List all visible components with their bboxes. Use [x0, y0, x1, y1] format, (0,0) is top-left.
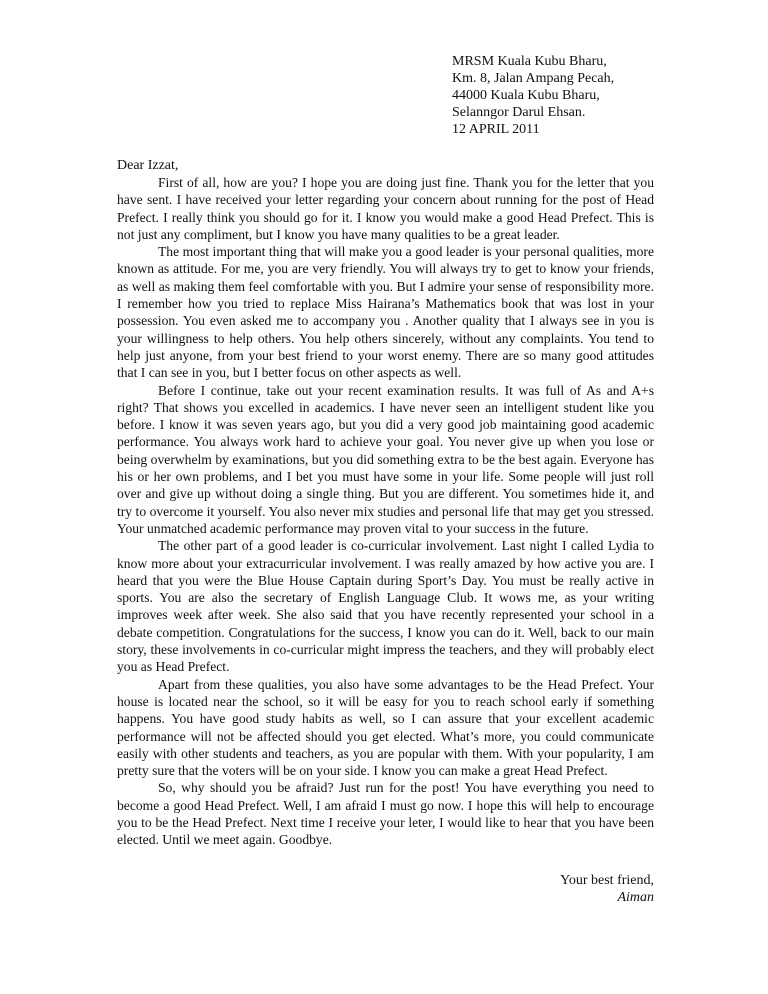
- paragraph-personal-qualities: The most important thing that will make you a good leader is your personal qualities, more known as attitude. For me, you are very friendly. You will always try to get to know your friends, as well as making them feel comfortable with you. But I admire your sense of responsibility more. I remember how you tried to replace Miss Hairana’s Mathematics book that was lost in your possession. You even asked me to accompany you . Another quality that I always see in you is your willingness to help others. You help others sincerely, without any complaints. You tend to help just anyone, from your best friend to your worst enemy. There are so many good attitudes that I can see in you, but I better focus on other aspects as well.: [117, 244, 654, 381]
- address-line-4: Selanngor Darul Ehsan.: [452, 105, 586, 120]
- sender-address: [452, 53, 614, 138]
- address-line-1: MRSM Kuala Kubu Bharu,: [452, 54, 607, 69]
- paragraph-conclusion: So, why should you be afraid? Just run for the post! You have everything you need to become a good Head Prefect. Well, I am afraid I must go now. I hope this will help to encourage you to be the Head Prefect. Next time I receive your leter, I would like to hear that you have been elected. Until we meet again. Goodbye.: [117, 780, 654, 848]
- letter-date: 12 APRIL 2011: [452, 122, 540, 137]
- paragraph-greeting: First of all, how are you? I hope you are doing just fine. Thank you for the letter that you have sent. I have received your letter regarding your concern about running for the post of Head Prefect. I really think you should go for it. I know you would make a good Head Prefect. This is not just any compliment, but I know you have many qualities to be a great leader.: [117, 175, 654, 242]
- letter-body: [117, 174, 654, 849]
- salutation: Dear Izzat,: [117, 158, 179, 173]
- signature-name: Aiman: [617, 890, 654, 905]
- closing-phrase: Your best friend,: [560, 873, 654, 888]
- paragraph-academics: Before I continue, take out your recent examination results. It was full of As and A+s right? That shows you excelled in academics. I have never seen an intelligent student like you before. I know it was seven years ago, but you did a very good job maintaining good academic performance. You always work hard to achieve your goal. You never give up when you lose or being overwhelm by examinations, but you did something extra to be the best again. Everyone has his or her own problems, and I bet you must have some in your life. Some people will just roll over and give up without doing a single thing. But you are different. You sometimes hide it, and try to overcome it yourself. You also never mix studies and personal life that may get you stressed. Your unmatched academic performance may proven vital to your success in the future.: [117, 382, 654, 536]
- paragraph-co-curricular: The other part of a good leader is co-curricular involvement. Last night I called Lydia to know more about your extracurricular involvement. I was really amazed by how active you are. I heard that you were the Blue House Captain during Sport’s Day. You must be really active in sports. You are also the secretary of English Language Club. It wows me, as your writing improves week after week. She also said that you have recently represented your school in a debate competition. Congratulations for the success, I know you can do it. Well, back to our main story, these involvements in co-curricular might impress the teachers, and they will probably elect you as Head Prefect.: [117, 538, 654, 675]
- address-line-3: 44000 Kuala Kubu Bharu,: [452, 88, 600, 103]
- address-line-2: Km. 8, Jalan Ampang Pecah,: [452, 71, 615, 86]
- closing-block: [450, 872, 654, 906]
- paragraph-advantages: Apart from these qualities, you also have some advantages to be the Head Prefect. Your house is located near the school, so it will be easy for you to reach school early if something happens. You have good study habits as well, so I can assure that your excellent academic performance will not be affected should you get elected. What’s more, you could communicate easily with other students and teachers, as you are popular with them. With your popularity, I am pretty sure that the voters will be on your side. I know you can make a great Head Prefect.: [117, 676, 654, 779]
